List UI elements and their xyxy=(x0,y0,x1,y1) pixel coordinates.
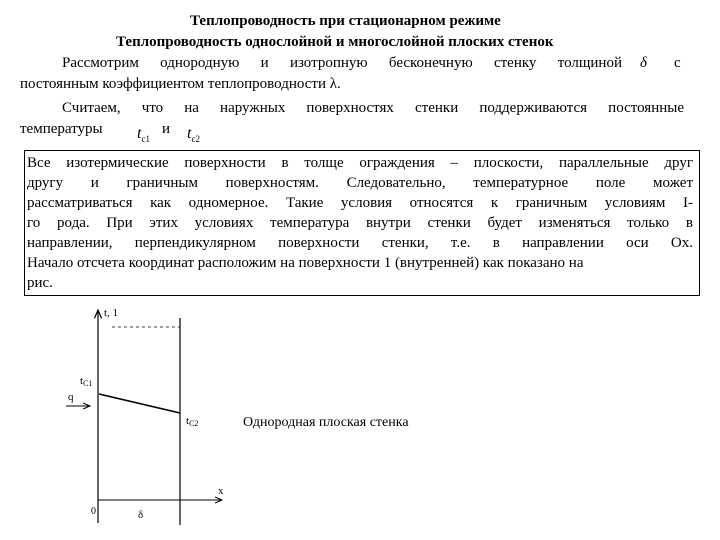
box-line: Все изотермические поверхности в толще ограждения – плоскости, параллельные друг xyxy=(27,155,693,171)
paragraph-1-line-2: постоянным коэффициентом теплопроводности λ. xyxy=(20,76,341,92)
box-line: Начало отсчета координат расположим на поверхности 1 (внутренней) как показано на xyxy=(27,255,584,271)
tc2-symbol: $t_{c2}$ xyxy=(187,125,200,144)
q-label: q xyxy=(68,391,74,403)
box-line: другу и граничным поверхностям. Следовательно, температурное поле может xyxy=(27,175,693,191)
title-2: Теплопроводность однослойной и многослойной плоских стенок xyxy=(116,34,554,50)
boundary-conditions-box xyxy=(24,150,700,296)
box-line: рис. xyxy=(27,275,53,291)
paragraph-2-line-1: Считаем, что на наружных поверхностях стенки поддерживаются постоянные xyxy=(62,100,684,116)
tc1-symbol: $t_{c1}$ xyxy=(137,125,150,144)
delta-label: δ xyxy=(138,509,144,521)
box-line: го рода. При этих условиях температура внутри стенки будет изменяться только в xyxy=(27,215,693,231)
paragraph-1-line-1: Рассмотрим однородную и изотропную бесконечную стенку толщиной xyxy=(62,55,622,71)
paragraph-1-delta: δ xyxy=(640,55,647,71)
temperature-profile-line xyxy=(99,394,180,413)
title-1: Теплопроводность при стационарном режиме xyxy=(190,13,501,29)
paragraph-2-line-2: температуры xyxy=(20,121,103,137)
paragraph-1-with: с xyxy=(674,55,681,71)
diagram-caption: Однородная плоская стенка xyxy=(243,415,409,430)
box-line: рассматриваться как одномерное. Такие условия относятся к граничным условиям I- xyxy=(27,195,693,211)
t1-label: tC1 xyxy=(80,375,93,388)
paragraph-2-and: и xyxy=(162,121,171,137)
y-axis-label: t, 1 xyxy=(104,307,119,319)
t2-label: tC2 xyxy=(186,415,199,428)
x-axis-label: x xyxy=(218,485,224,497)
box-line: направлении, перпендикулярном поверхности стенки, т.е. в направлении оси Ох. xyxy=(27,235,693,251)
origin-label: 0 xyxy=(91,506,96,517)
